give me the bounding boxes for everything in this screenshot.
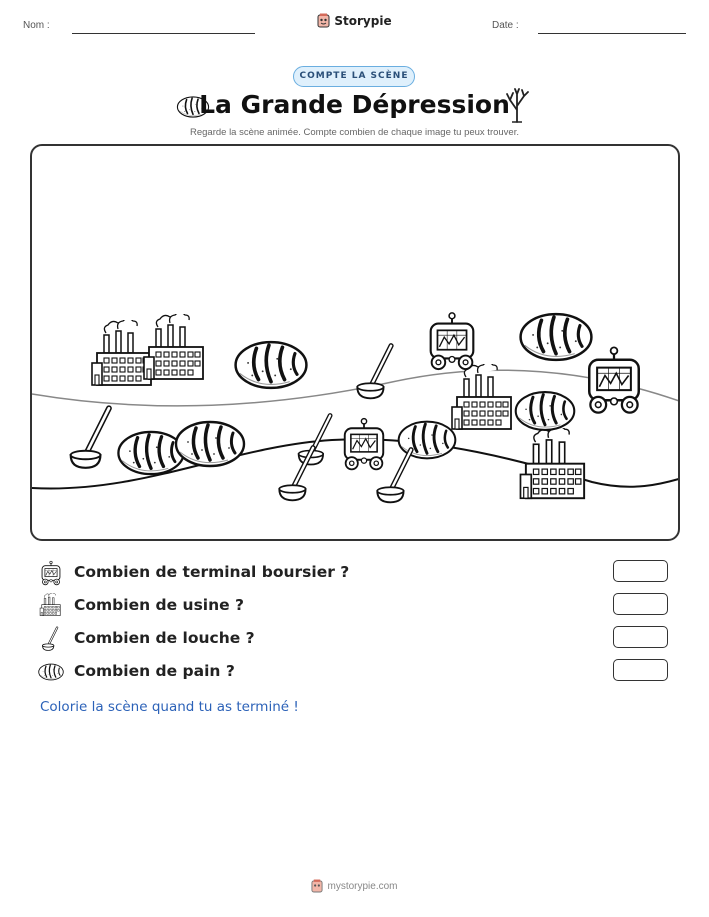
question-text: Combien de terminal boursier ? (74, 563, 350, 581)
name-label: Nom : (23, 20, 50, 31)
page-title: La Grande Dépression (199, 90, 510, 119)
brand-name: Storypie (334, 13, 392, 28)
ladle-4 (279, 448, 313, 501)
factory-2 (144, 313, 203, 380)
ladle-icon (38, 626, 64, 652)
question-text: Combien de usine ? (74, 596, 245, 614)
brand-logo (0, 13, 709, 32)
bread-4 (176, 422, 244, 466)
bread-3 (118, 432, 183, 474)
footer-url[interactable]: mystorypie.com (327, 880, 398, 892)
stock-terminal-3 (345, 419, 384, 470)
instructions: Regarde la scène animée. Compte combien de chaque image tu peux trouver. (189, 127, 519, 138)
storypie-logo-icon (311, 879, 323, 893)
storypie-logo-icon (317, 13, 330, 28)
footer (0, 878, 709, 897)
bread-2 (521, 314, 592, 360)
bread-icon (38, 659, 64, 685)
factory-4 (520, 426, 584, 498)
factory-icon (38, 593, 64, 619)
ladle-1 (357, 346, 391, 399)
question-row-terminal (38, 560, 678, 586)
question-text: Combien de pain ? (74, 662, 235, 680)
date-field[interactable] (538, 33, 686, 34)
question-row-bread (38, 659, 678, 685)
bread-6 (516, 392, 575, 430)
question-row-factory (38, 593, 678, 619)
question-row-ladle (38, 626, 678, 652)
stock-terminal-icon (38, 560, 64, 586)
stock-terminal-1 (431, 313, 474, 369)
stock-terminal-2 (589, 347, 639, 412)
answer-box-bread[interactable] (613, 659, 668, 681)
coloring-note: Colorie la scène quand tu as terminé ! (40, 699, 299, 715)
factory-1 (92, 319, 151, 386)
date-label: Date : (492, 20, 519, 31)
ladle-2 (71, 408, 109, 468)
bare-tree-icon (504, 88, 530, 124)
answer-box-ladle[interactable] (613, 626, 668, 648)
question-text: Combien de louche ? (74, 629, 255, 647)
activity-badge: COMPTE LA SCÈNE (293, 66, 415, 87)
name-field[interactable] (72, 33, 255, 34)
answer-box-factory[interactable] (613, 593, 668, 615)
bread-1 (236, 342, 307, 388)
counting-scene (30, 144, 680, 541)
answer-box-terminal[interactable] (613, 560, 668, 582)
